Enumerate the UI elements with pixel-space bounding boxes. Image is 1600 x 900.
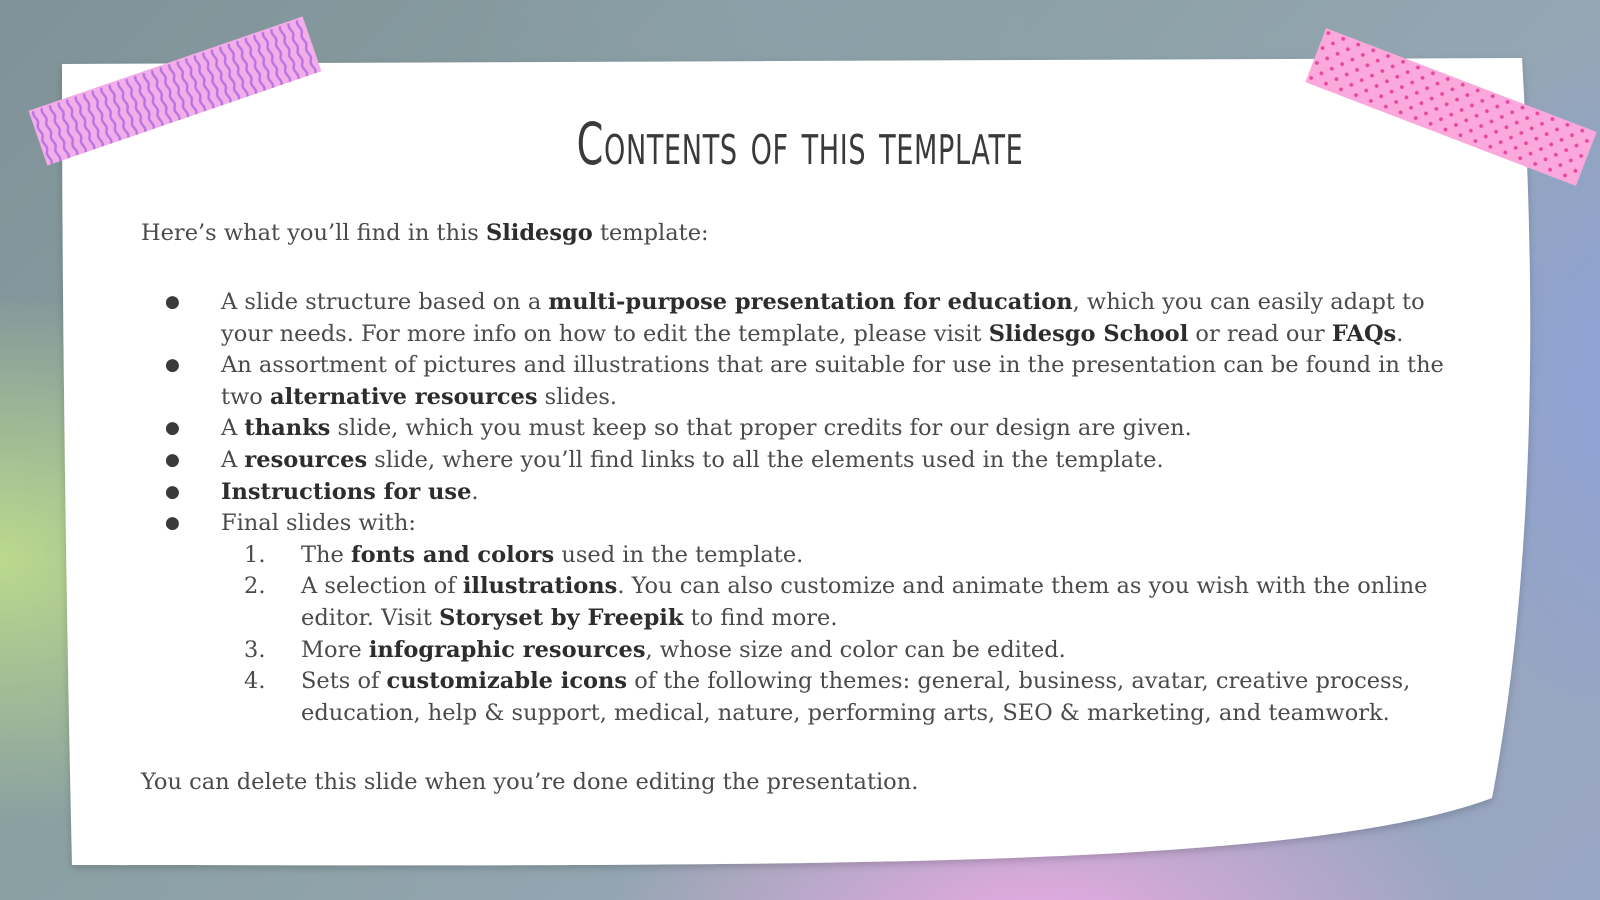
intro-text: Here’s what you’ll find in this (141, 220, 486, 246)
item-bold: resources (244, 446, 368, 473)
item-number: 1. (244, 541, 266, 568)
item-bold: alternative resources (270, 383, 538, 410)
item-text: Final slides with: (221, 510, 416, 537)
item-text: Sets of (301, 668, 387, 695)
item-text: More (301, 636, 369, 663)
item-text: A slide structure based on a (221, 289, 549, 315)
item-bold: infographic resources (368, 636, 646, 663)
slide-title: Contents of this template (576, 110, 1024, 178)
item-text: slides. (537, 383, 618, 410)
sub-list-item (221, 571, 1471, 634)
item-number: 4. (244, 668, 266, 695)
final-slides-sublist (221, 540, 1471, 730)
storyset-link[interactable]: Storyset by Freepik (439, 604, 684, 631)
item-number: 3. (244, 636, 266, 663)
item-bold: thanks (244, 415, 331, 442)
item-text: An assortment of pictures and illustrations that are suitable for use in the presentation can be found in the two (221, 352, 1444, 410)
contents-list (141, 287, 1471, 729)
item-text: of the following themes: general, business, avatar, creative process, education, help & support, medical, nature, performing arts, SEO & marketing, and teamwork. (301, 668, 1411, 726)
list-item (141, 413, 1471, 445)
item-text: to find more. (683, 604, 838, 631)
intro-text-end: template: (592, 220, 709, 246)
item-text: . You can also customize and animate them as you wish with the online editor. Visit (301, 573, 1428, 631)
item-text: A (221, 446, 245, 473)
item-text: slide, where you’ll find links to all the elements used in the template. (367, 446, 1164, 473)
faqs-link[interactable]: FAQs (1331, 320, 1397, 347)
item-text: . (471, 478, 479, 505)
intro-brand: Slidesgo (485, 220, 593, 246)
closing-note: You can delete this slide when you’re done editing the presentation. (141, 769, 919, 795)
list-item (141, 445, 1471, 477)
item-bold: illustrations (462, 573, 618, 600)
item-bold: multi-purpose presentation for education (548, 289, 1073, 315)
item-bold: fonts and colors (350, 541, 555, 568)
item-text: slide, which you must keep so that proper credits for our design are given. (330, 415, 1192, 442)
item-text: , which you can easily adapt to your needs. For more info on how to edit the template, please visit (221, 289, 1425, 347)
list-item (141, 350, 1471, 413)
item-text: A selection of (301, 573, 463, 600)
item-text: . (1396, 320, 1404, 347)
item-bold: Instructions for use (221, 478, 472, 505)
sub-list-item (221, 666, 1471, 729)
item-text: , whose size and color can be edited. (645, 636, 1066, 663)
intro-paragraph (141, 218, 709, 250)
slidesgo-school-link[interactable]: Slidesgo School (988, 320, 1189, 347)
sub-list-item (221, 540, 1471, 572)
sub-list-item (221, 635, 1471, 667)
list-item (141, 477, 1471, 509)
item-text: A (221, 415, 245, 442)
item-number: 2. (244, 573, 266, 600)
list-item (141, 287, 1471, 350)
item-text: used in the template. (554, 541, 804, 568)
list-item (141, 508, 1471, 729)
item-text: The (301, 541, 351, 568)
item-bold: customizable icons (386, 668, 628, 695)
item-text: or read our (1188, 320, 1332, 347)
